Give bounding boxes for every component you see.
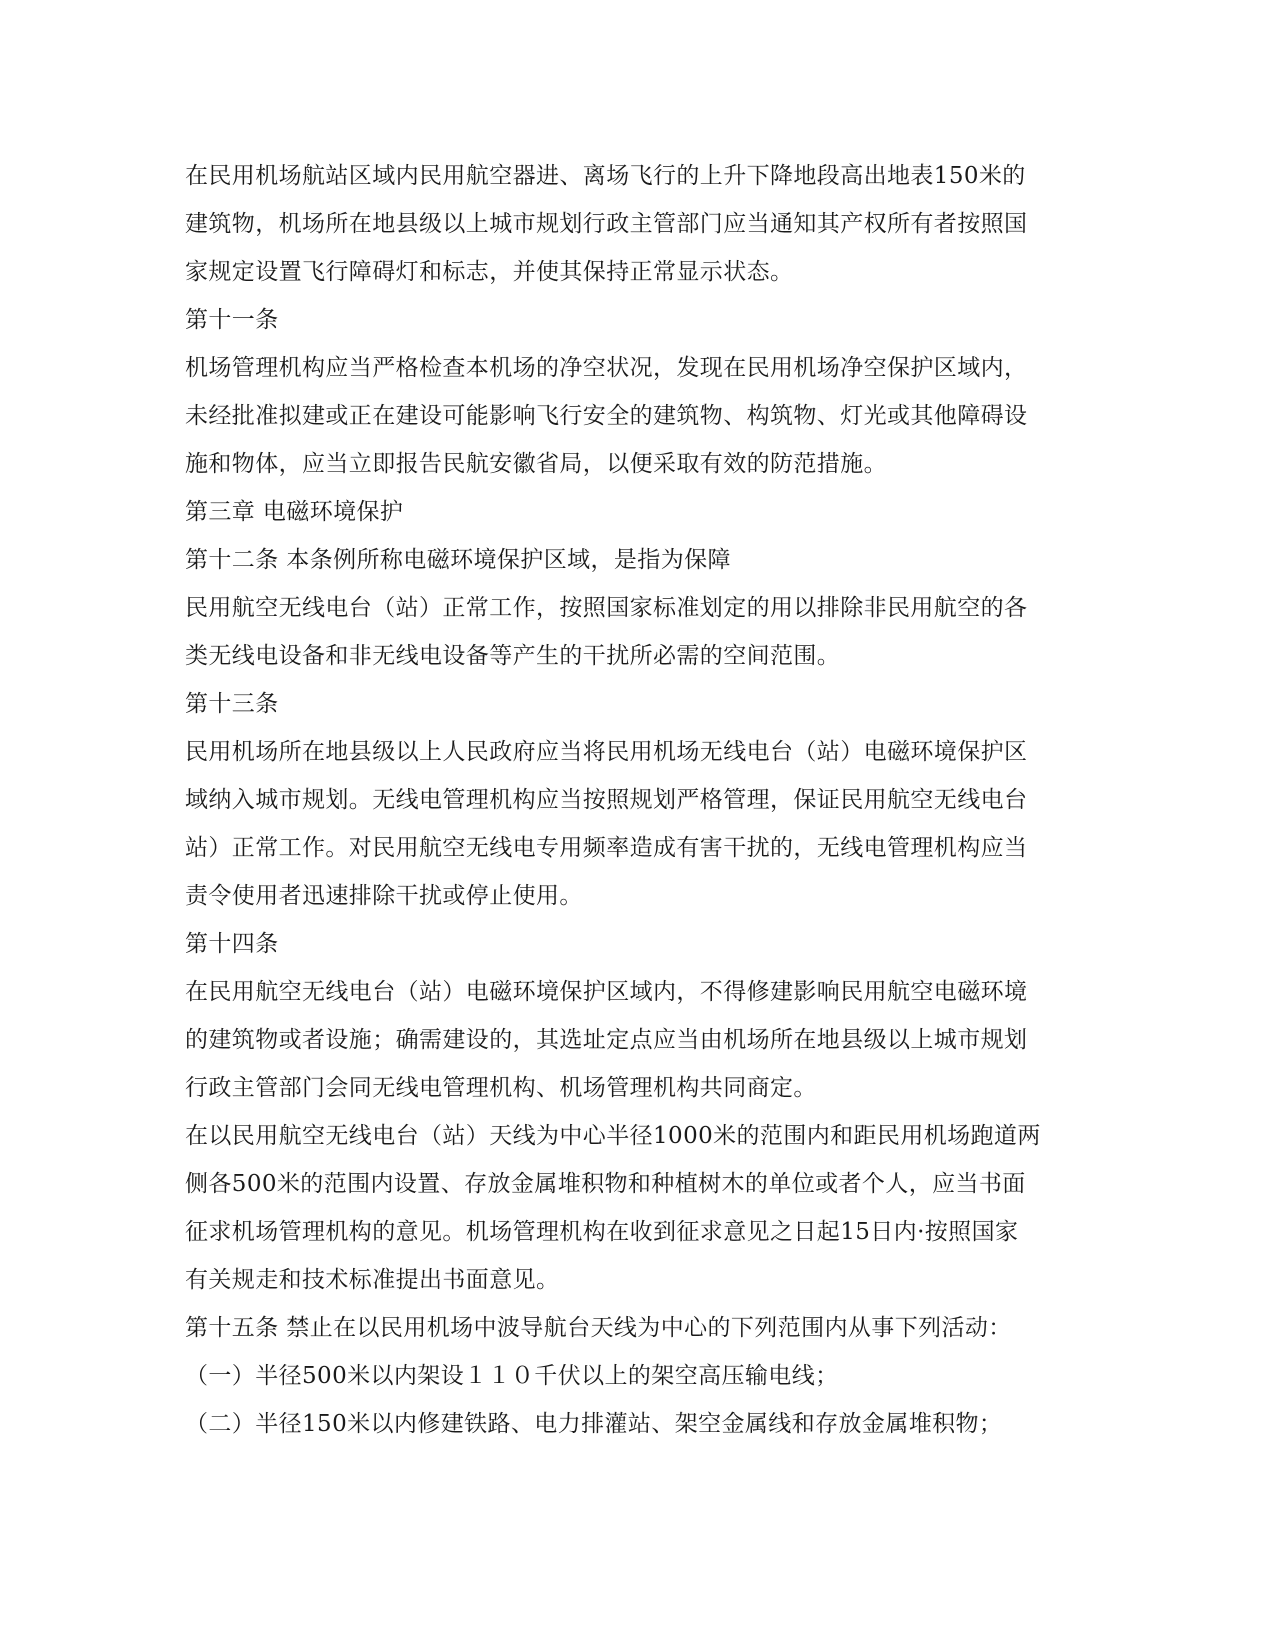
article-heading: 第十五条 禁止在以民用机场中波导航台天线为中心的下列范围内从事下列活动： [185,1315,1012,1341]
paragraph-line: 家规定设置飞行障碍灯和标志，并使其保持正常显示状态。 [185,259,794,285]
article-heading: 第十四条 [185,931,279,957]
paragraph-line: 在以民用航空无线电台（站）天线为中心半径1000米的范围内和距民用机场跑道两 [185,1123,1041,1149]
paragraph-line: 在民用机场航站区域内民用航空器进、离场飞行的上升下降地段高出地表150米的 [185,163,1026,189]
paragraph-line: 未经批准拟建或正在建设可能影响飞行安全的建筑物、构筑物、灯光或其他障碍设 [185,403,1028,429]
paragraph-line: 行政主管部门会同无线电管理机构、机场管理机构共同商定。 [185,1075,817,1101]
paragraph-line: 有关规走和技术标准提出书面意见。 [185,1267,560,1293]
paragraph-line: 的建筑物或者设施；确需建设的，其选址定点应当由机场所在地县级以上城市规划 [185,1027,1028,1053]
list-item: （二）半径150米以内修建铁路、电力排灌站、架空金属线和存放金属堆积物； [185,1411,1003,1437]
paragraph-line: 侧各500米的范围内设置、存放金属堆积物和种植树木的单位或者个人，应当书面 [185,1171,1026,1197]
document-body [185,152,1095,1448]
paragraph-line: 域纳入城市规划。无线电管理机构应当按照规划严格管理，保证民用航空无线电台 [185,787,1028,813]
paragraph-line: 征求机场管理机构的意见。机场管理机构在收到征求意见之日起15日内·按照国家 [185,1219,1019,1245]
list-item: （一）半径500米以内架设１１０千伏以上的架空高压输电线； [185,1363,839,1389]
paragraph-line: 站）正常工作。对民用航空无线电专用频率造成有害干扰的，无线电管理机构应当 [185,835,1028,861]
paragraph-line: 类无线电设备和非无线电设备等产生的干扰所必需的空间范围。 [185,643,841,669]
chapter-heading: 第三章 电磁环境保护 [185,499,404,525]
article-heading: 第十二条 本条例所称电磁环境保护区域，是指为保障 [185,547,731,573]
paragraph-line: 民用航空无线电台（站）正常工作，按照国家标准划定的用以排除非民用航空的各 [185,595,1028,621]
paragraph-line: 责令使用者迅速排除干扰或停止使用。 [185,883,583,909]
article-heading: 第十三条 [185,691,279,717]
paragraph-line: 建筑物，机场所在地县级以上城市规划行政主管部门应当通知其产权所有者按照国 [185,211,1028,237]
paragraph-line: 机场管理机构应当严格检查本机场的净空状况，发现在民用机场净空保护区域内， [185,355,1028,381]
paragraph-line: 施和物体，应当立即报告民航安徽省局，以便采取有效的防范措施。 [185,451,887,477]
article-heading: 第十一条 [185,307,279,333]
paragraph-line: 在民用航空无线电台（站）电磁环境保护区域内，不得修建影响民用航空电磁环境 [185,979,1028,1005]
paragraph-line: 民用机场所在地县级以上人民政府应当将民用机场无线电台（站）电磁环境保护区 [185,739,1028,765]
